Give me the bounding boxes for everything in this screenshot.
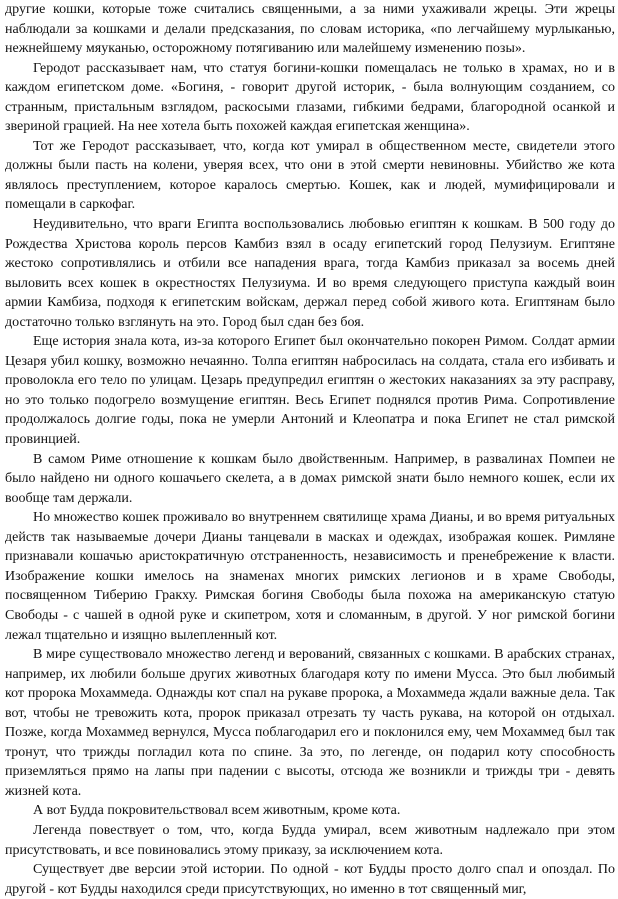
paragraph-6: В самом Риме отношение к кошкам было двойственным. Например, в развалинах Помпеи не было найдено ни одного кошачьего скелета, а в домах римской знати было немного кошек, если их вообще там держали. [5, 451, 615, 506]
document-page [5, 0, 615, 899]
paragraph-9: А вот Будда покровительствовал всем животным, кроме кота. [33, 803, 401, 819]
paragraph-10: Легенда повествует о том, что, когда Будда умирал, всем животным надлежало при этом присутствовать, и все повиновались этому приказу, за исключением кота. [5, 822, 615, 858]
paragraph-1: другие кошки, которые тоже считались священными, а за ними ухаживали жрецы. Эти жрецы наблюдали за кошками и делали предсказания, по словам историка, «по легчайшему мурлыканью, нежнейшему мяуканью, осторожному потягиванию или малейшему изменению позы». [5, 2, 615, 57]
paragraph-3: Тот же Геродот рассказывает, что, когда кот умирал в общественном месте, свидетели этого должны были пасть на колени, уверяя всех, что они в этой смерти невиновны. Убийство же кота являлось преступлением, которое каралось смертью. Кошек, как и людей, мумифицировали и помещали в саркофаг. [5, 138, 615, 213]
paragraph-5: Еще история знала кота, из-за которого Египет был окончательно покорен Римом. Солдат армии Цезаря убил кошку, возможно нечаянно. Толпа египтян набросилась на солдата, стала его избивать и проволокла его тело по улицам. Цезарь предупредил египтян о жестоких наказаниях за эту расправу, но это только подогрело возмущение египтян. Весь Египет поднялся против Рима. Сопротивление продолжалось долгие годы, пока не умерли Антоний и Клеопатра и пока Египет не стал римской провинцией. [5, 334, 615, 448]
paragraph-11: Существует две версии этой истории. По одной - кот Будды просто долго спал и опоздал. По другой - кот Будды находился среди присутствующих, но именно в тот священный миг, [5, 862, 615, 897]
paragraph-7: Но множество кошек проживало во внутреннем святилище храма Дианы, и во время ритуальных действ так называемые дочери Дианы танцевали в масках и одеждах, изображая кошек. Римляне признавали кошачью аристократичную отстраненность, независимость и пренебрежение к власти. Изображение кошки имелось на знаменах многих римских легионов и в храме Свободы, посвященном Тиберию Гракху. Римская богиня Свободы была похожа на американскую статую Свободы - с чашей в одной руке и скипетром, хотя и сломанным, в другой. У ног римской богини лежал тщательно и изящно вылепленный кот. [5, 510, 615, 643]
paragraph-2: Геродот рассказывает нам, что статуя богини-кошки помещалась не только в храмах, но и в каждом египетском доме. «Богиня, - говорит другой историк, - была волнующим созданием, со странным, пристальным взглядом, раскосыми глазами, гибкими бедрами, благородной осанкой и звериной грацией. На нее хотела быть похожей каждая египетская женщина». [5, 60, 615, 135]
paragraph-8: В мире существовало множество легенд и верований, связанных с кошками. В арабских странах, например, их любили больше других животных благодаря коту по имени Мусса. Это был любимый кот пророка Мохаммеда. Однажды кот спал на рукаве пророка, а Мохаммеда ждали важные дела. Так вот, чтобы не тревожить кота, пророк приказал отрезать ту часть рукава, на которой он отдыхал. Позже, когда Мохаммед вернулся, Мусса поблагодарил его и поклонился ему, чем Мохаммед был так тронут, что трижды погладил кота по спине. За это, по легенде, он подарил коту способность приземляться прямо на лапы при падении с высоты, отсюда же возникли и трижды три - девять жизней кота. [5, 647, 615, 799]
paragraph-4: Неудивительно, что враги Египта воспользовались любовью египтян к кошкам. В 500 году до Рождества Христова король персов Камбиз взял в осаду египетский город Пелузиум. Египтяне жестоко сопротивлялись и отбили все нападения врага, тогда Камбиз приказал за восемь дней выловить всех кошек в окрестностях Пелузиума. И во время следующего приступа каждый воин армии Камбиза, подходя к египетским войскам, держал перед собой живого кота. Египтянам было достаточно только взглянуть на это. Город был сдан без боя. [5, 217, 615, 330]
